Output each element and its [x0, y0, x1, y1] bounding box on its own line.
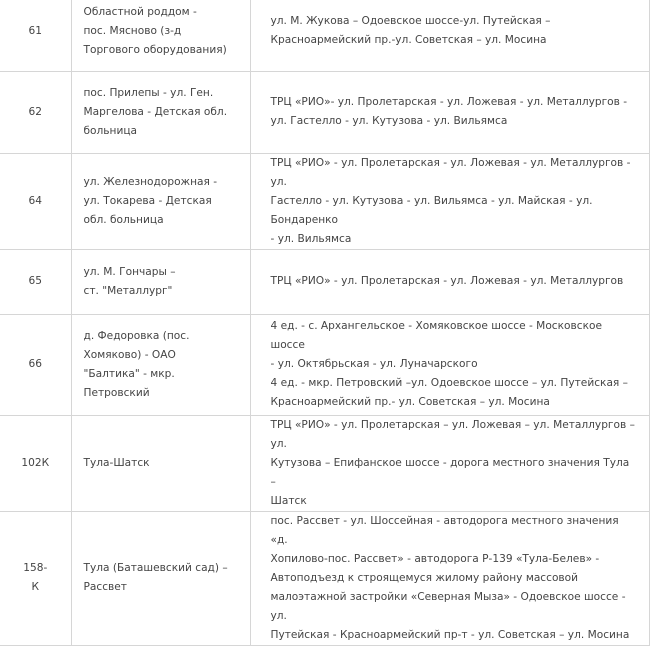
route-name-line: ул. М. Гончары – — [83, 265, 176, 278]
route-name-line: ул. Железнодорожная - — [83, 175, 218, 188]
route-path-line: ТРЦ «РИО» - ул. Пролетарская – ул. Ложевая – ул. Металлургов – ул. — [270, 418, 635, 450]
route-path-line: ТРЦ «РИО»- ул. Пролетарская - ул. Ложевая - ул. Металлургов - — [270, 96, 628, 108]
route-name-line: Маргелова - Детская обл. — [83, 105, 228, 118]
route-path-line: Хопилово-пос. Рассвет» - автодорога Р-139 «Тула-Белев» - — [270, 552, 600, 565]
route-path-line: малоэтажной застройки «Северная Мыза» - Одоевское шоссе - ул. — [270, 590, 626, 622]
route-path-line: Красноармейский пр.-ул. Советская – ул. Мосина — [270, 34, 547, 47]
route-path-cell — [250, 71, 650, 153]
route-number: 66 — [28, 358, 42, 370]
route-number: 61 — [28, 24, 42, 37]
route-name-cell — [71, 153, 250, 249]
route-number-cell — [0, 71, 71, 153]
route-path-line: - ул. Вильямса — [270, 232, 352, 245]
route-path-line: пос. Рассвет - ул. Шоссейная - автодорога местного значения «д. — [270, 514, 619, 546]
route-number: 62 — [28, 105, 42, 118]
route-name-line: Тула (Баташевский сад) – — [83, 562, 228, 574]
route-name-line: пос. Мясново (з-д — [83, 24, 182, 37]
route-number-cell — [0, 314, 71, 415]
route-number: 65 — [28, 275, 42, 287]
route-path-line: ТРЦ «РИО» - ул. Пролетарская - ул. Ложевая - ул. Металлургов - ул. — [270, 156, 631, 188]
route-name-line: Торгового оборудования) — [83, 43, 227, 56]
route-name-line: ст. "Металлург" — [83, 284, 173, 297]
route-number-cell — [0, 249, 71, 314]
table-row — [0, 0, 650, 71]
route-path-line: Гастелло - ул. Кутузова - ул. Вильямса - ул. Майская - ул. Бондаренко — [270, 194, 593, 226]
route-name-cell — [71, 0, 250, 71]
route-number-cell — [0, 0, 71, 71]
route-path-cell — [250, 0, 650, 71]
route-name-line: пос. Прилепы - ул. Ген. — [83, 86, 214, 99]
route-name-line: "Балтика" - мкр. — [83, 367, 175, 380]
route-path-line: Путейская - Красноармейский пр-т - ул. Советская – ул. Мосина — [270, 628, 630, 641]
route-path-line: ул. М. Жукова – Одоевское шоссе-ул. Путейская – — [270, 15, 551, 28]
route-number-line: 158- — [23, 562, 48, 574]
route-path-line: - ул. Октябрьская - ул. Луначарского — [270, 358, 478, 370]
route-path-cell — [250, 415, 650, 511]
route-path-line: 4 ед. - мкр. Петровский –ул. Одоевское шоссе – ул. Путейская – — [270, 377, 628, 389]
route-name-line: больница — [83, 124, 138, 137]
route-name-cell — [71, 415, 250, 511]
route-path-cell — [250, 314, 650, 415]
route-path-cell — [250, 153, 650, 249]
table-row — [0, 511, 650, 645]
route-name-line: обл. больница — [83, 213, 164, 226]
route-path-line: Автоподъезд к строящемуся жилому району массовой — [270, 571, 579, 584]
route-path-line: Кутузова – Епифанское шоссе - дорога местного значения Тула – — [270, 456, 630, 488]
route-number-cell — [0, 153, 71, 249]
route-path-line: Шатск — [270, 494, 307, 507]
route-name-line: д. Федоровка (пос. — [83, 329, 190, 342]
route-name-line: ул. Токарева - Детская — [83, 194, 212, 207]
table-row — [0, 153, 650, 249]
route-name-cell — [71, 249, 250, 314]
route-number-line: К — [31, 581, 40, 593]
route-name-cell — [71, 71, 250, 153]
route-name-line: Областной роддом - — [83, 5, 197, 18]
table-row — [0, 71, 650, 153]
route-name-line: Петровский — [83, 386, 150, 399]
route-number-cell — [0, 511, 71, 645]
route-name-cell — [71, 314, 250, 415]
route-path-line: ул. Гастелло - ул. Кутузова - ул. Вильямса — [270, 115, 508, 127]
route-name-line: Рассвет — [83, 581, 127, 593]
route-path-line: 4 ед. - с. Архангельское - Хомяковское шоссе - Московское шоссе — [270, 320, 602, 351]
route-name-line: Тула-Шатск — [83, 456, 150, 469]
route-number: 102К — [21, 456, 50, 469]
table-row — [0, 314, 650, 415]
route-path-cell — [250, 511, 650, 645]
table-row — [0, 415, 650, 511]
route-path-line: Красноармейский пр.- ул. Советская – ул. Мосина — [270, 396, 550, 408]
route-number: 64 — [28, 194, 42, 207]
route-name-line: Хомяково) - ОАО — [83, 348, 176, 361]
table-row — [0, 249, 650, 314]
route-number-cell — [0, 415, 71, 511]
route-path-cell — [250, 249, 650, 314]
route-path-line: ТРЦ «РИО» - ул. Пролетарская - ул. Ложевая - ул. Металлургов — [270, 275, 624, 287]
route-name-cell — [71, 511, 250, 645]
